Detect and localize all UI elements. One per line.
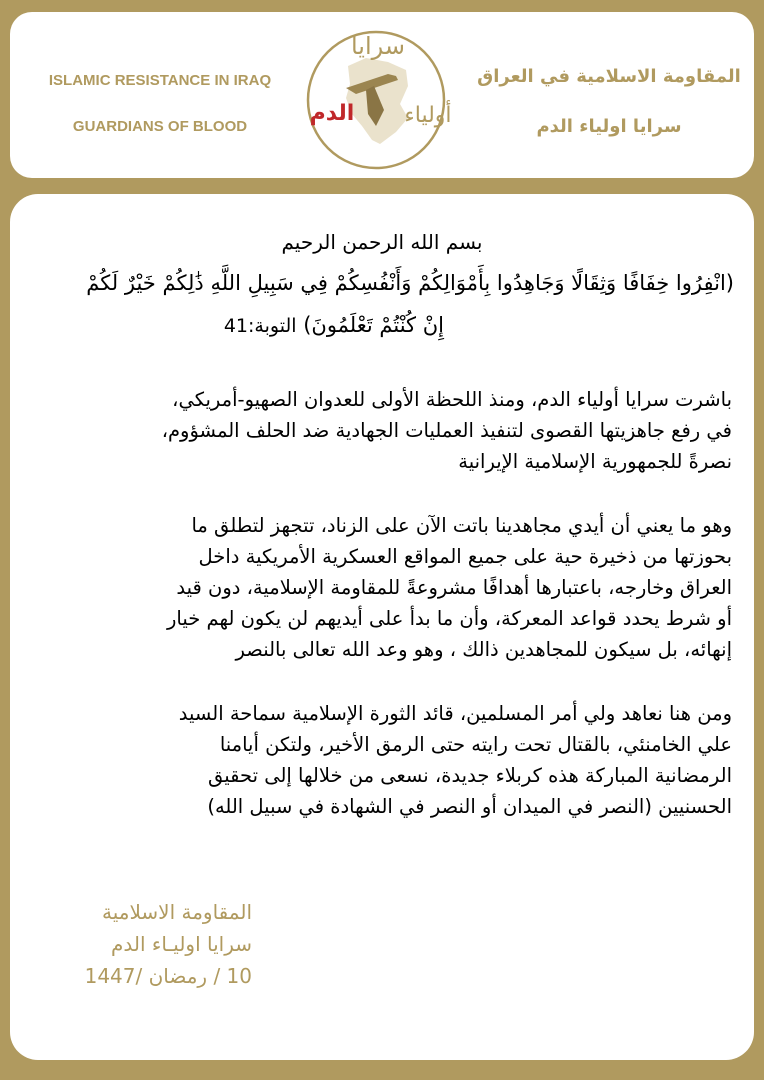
verse-reference: التوبة:41 [223,315,297,337]
header-banner [10,12,754,178]
paragraph-2-line: العراق وخارجه، باعتبارها أهدافًا مشروعةً للمقاومة الإسلامية، دون قيد [176,576,732,599]
signature-org: المقاومة الاسلامية [102,900,252,924]
paragraph-3 [32,698,732,822]
paragraph-2-line: بحوزتها من ذخيرة حية على جميع المواقع العسكرية الأمريكية داخل [198,545,732,568]
signature-block [32,896,252,992]
paragraph-3-line: ومن هنا نعاهد ولي أمر المسلمين، قائد الثورة الإسلامية سماحة السيد [178,702,732,725]
logo-word-saraya: سرايا [350,32,406,60]
basmala: بسم الله الرحمن الرحيم [281,230,483,254]
logo-word-aldam: الدم [309,101,355,126]
statement-panel [10,194,754,1060]
verse-line-2: إِنْ كُنْتُمْ تَعْلَمُونَ) [303,313,444,337]
english-subtitle: GUARDIANS OF BLOOD [72,118,248,135]
english-title: ISLAMIC RESISTANCE IN IRAQ [48,72,272,89]
paragraph-2-line: وهو ما يعني أن أيدي مجاهدينا باتت الآن على الزناد، تتجهز لتطلق ما [191,514,732,537]
signature-date: 10 / رمضان /1447 [84,964,252,988]
arabic-title: المقاومة الاسلامية في العراق [477,66,741,87]
verse-line-1: (انْفِرُوا خِفَافًا وَثِقَالًا وَجَاهِدُوا بِأَمْوَالِكُمْ وَأَنْفُسِكُمْ فِي سَبِيلِ اللَّهِ ذَٰلِكُمْ خَيْرٌ لَكُمْ [86,271,734,295]
organization-logo [296,14,456,174]
paragraph-2-line: أو شرط يحدد قواعد المعركة، وأن ما بدأ على أيديهم لن يكون لهم خيار [166,607,732,630]
arabic-subtitle: سرايا اولياء الدم [536,116,682,137]
paragraph-2 [32,510,732,665]
paragraph-3-line: الرمضانية المباركة هذه كربلاء جديدة، نسعى من خلالها إلى تحقيق [207,764,732,787]
paragraph-1-line: باشرت سرايا أولياء الدم، ومنذ اللحظة الأولى للعدوان الصهيو-أمريكي، [172,388,732,411]
paragraph-3-line: الحسنيين (النصر في الميدان أو النصر في الشهادة في سبيل الله) [207,795,732,818]
paragraph-1 [32,384,732,477]
signature-group: سرايا اوليـاء الدم [111,932,252,956]
paragraph-3-line: علي الخامنئي، بالقتال تحت رايته حتى الرمق الأخير، ولتكن أيامنا [219,733,732,756]
logo-word-awliya: أولياء [404,103,452,128]
paragraph-1-line: في رفع جاهزيتها القصوى لتنفيذ العمليات الجهادية ضد الحلف المشؤوم، [161,419,732,442]
paragraph-2-line: إنهائه، بل سيكون للمجاهدين ذالك ، وهو وعد الله تعالى بالنصر [235,638,732,661]
quran-verse [30,262,734,347]
paragraph-1-line: نصرةً للجمهورية الإسلامية الإيرانية [458,450,732,473]
verse-line-2-wrap [30,304,734,347]
